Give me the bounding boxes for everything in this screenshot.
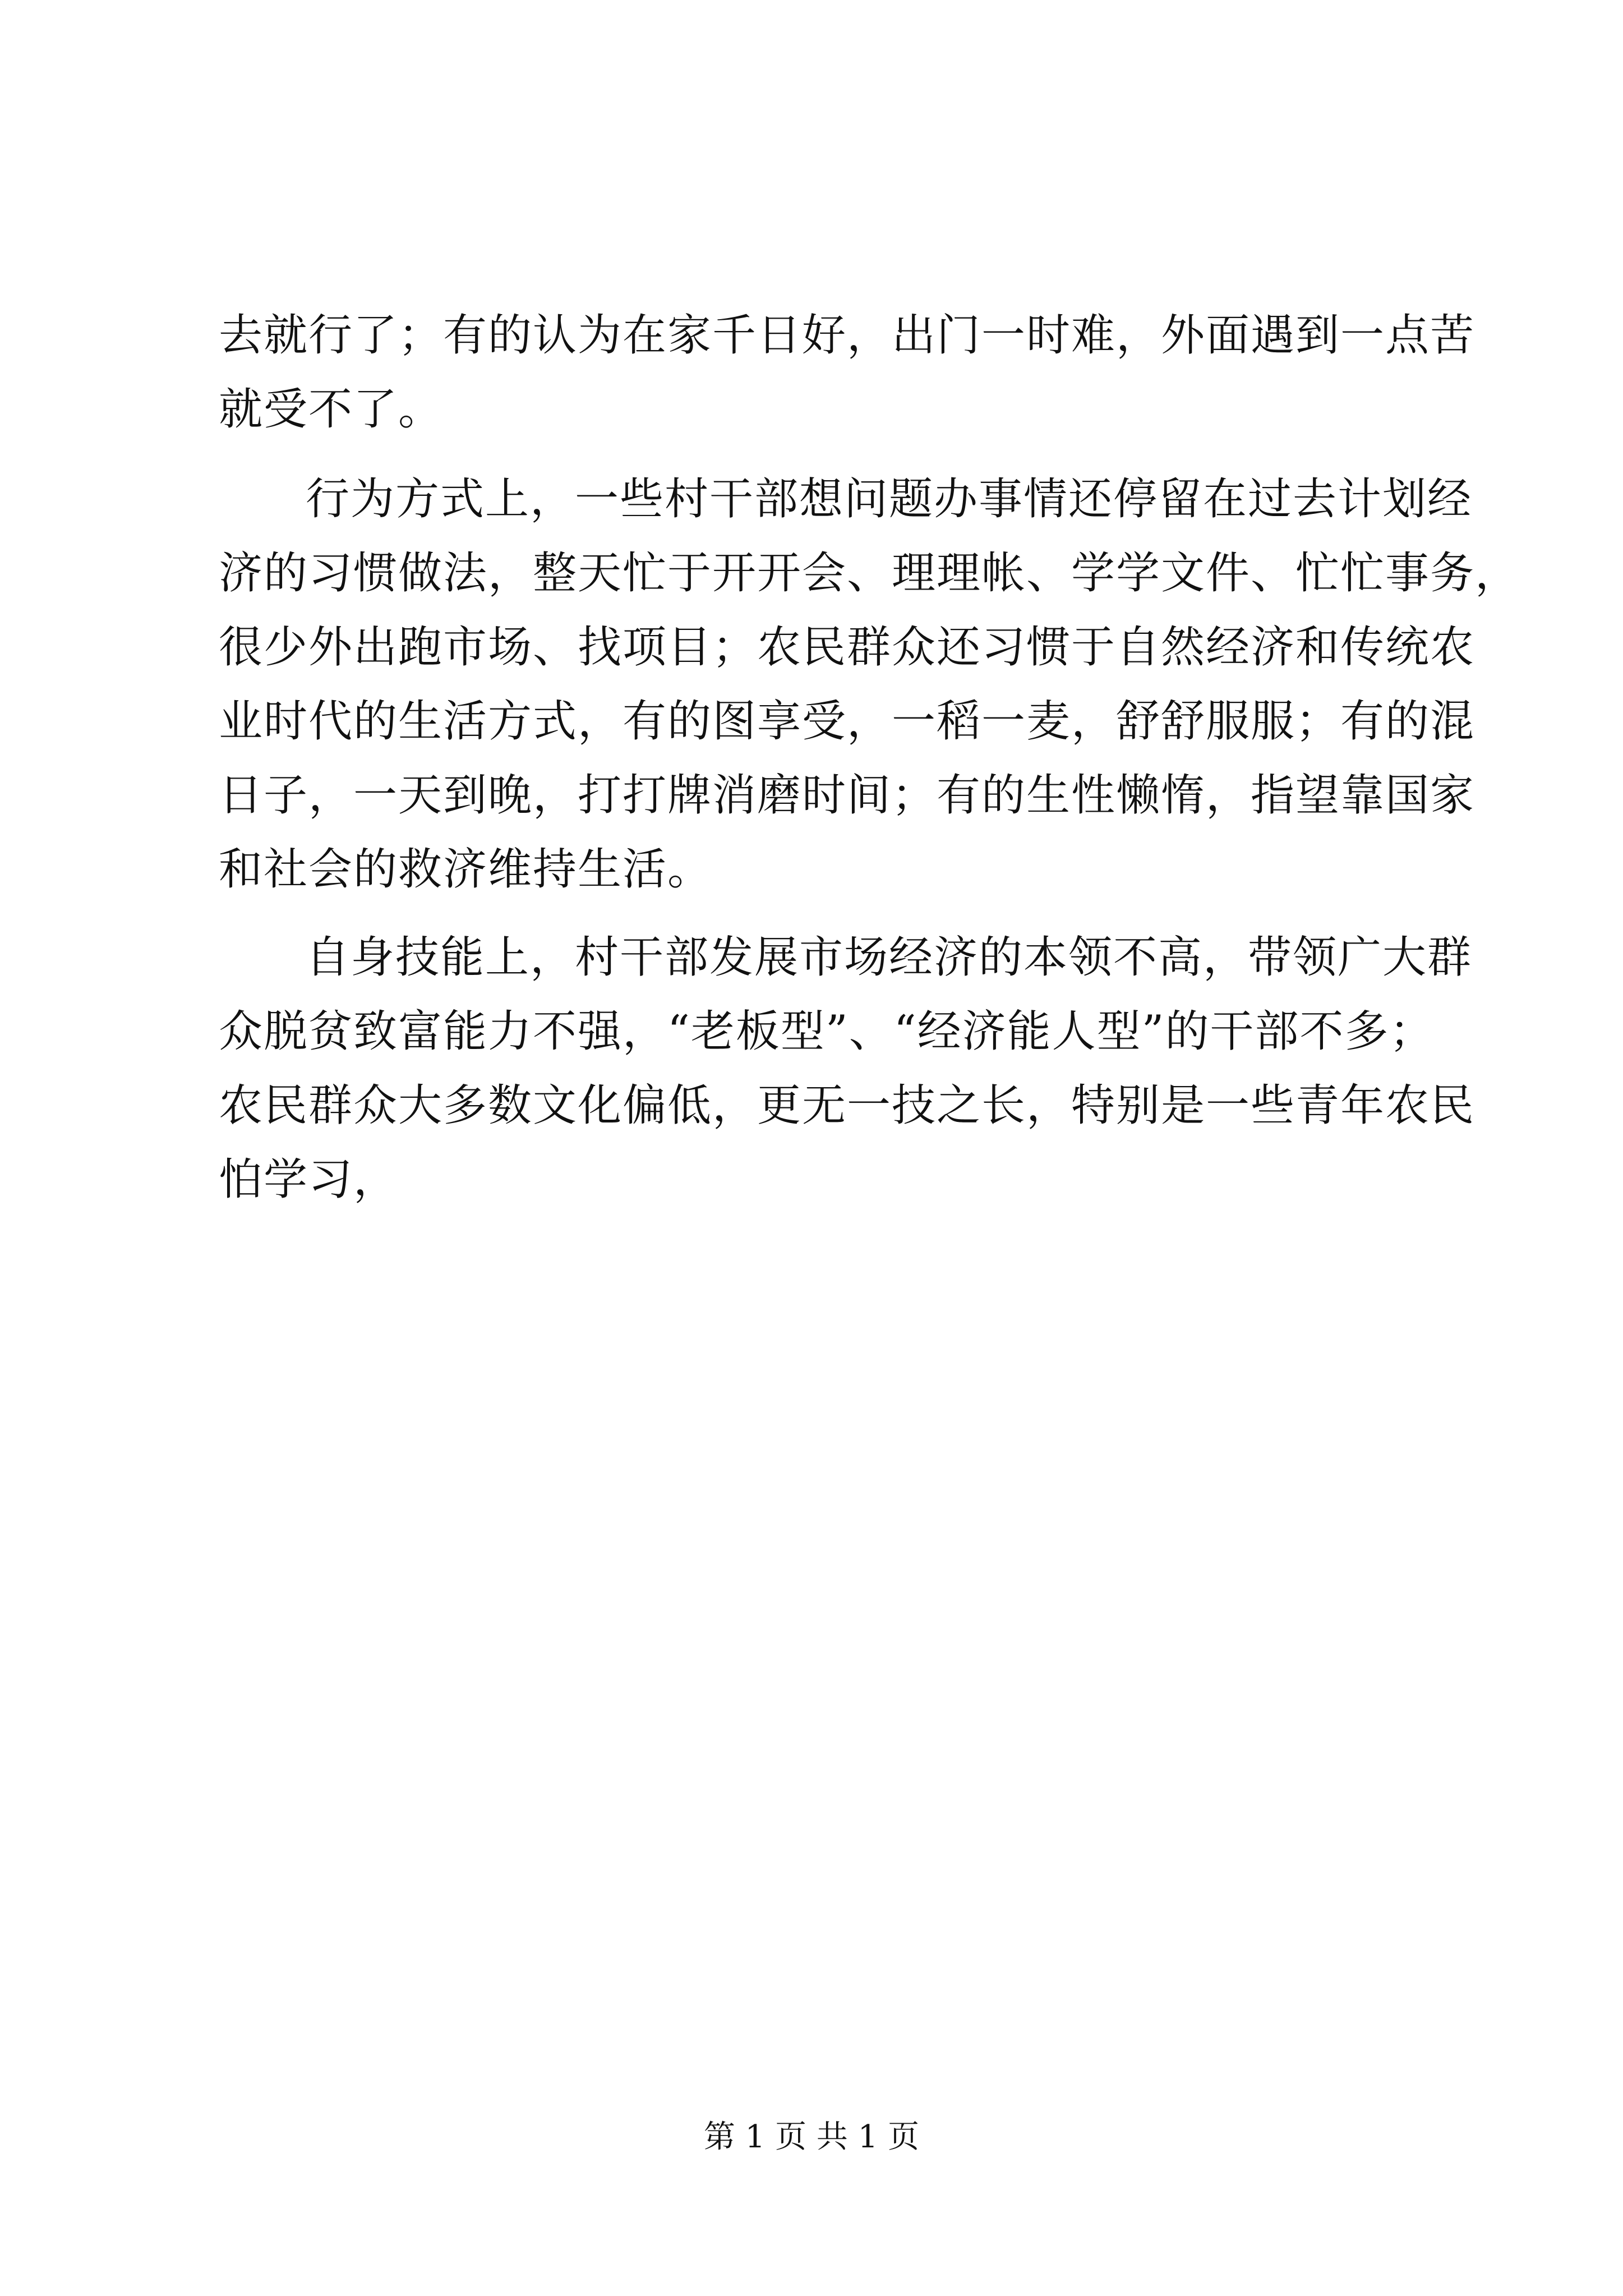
paragraph-line: 农民群众大多数文化偏低，更无一技之长，特别是一些青年农民 [219,1080,1476,1131]
paragraph-line: 自身技能上，村干部发展市场经济的本领不高，带领广大群 [306,932,1473,983]
page-number-footer: 第 1 页 共 1 页 [703,2119,920,2155]
paragraph-line: 去就行了；有的认为在家千日好，出门一时难，外面遇到一点苦 [219,310,1476,361]
paragraph-line: 业时代的生活方式，有的图享受，一稻一麦，舒舒服服；有的混 [219,696,1476,747]
paragraph-line: 和社会的救济维持生活。 [219,844,713,895]
paragraph-line: 很少外出跑市场、找项目；农民群众还习惯于自然经济和传统农 [219,622,1476,673]
paragraph-line: 怕学习， [219,1154,399,1205]
paragraph-line: 日子，一天到晚，打打牌消磨时间；有的生性懒惰，指望靠国家 [219,770,1476,821]
paragraph-line: 众脱贫致富能力不强，“老板型”、“经济能人型”的干部不多； [219,1006,1435,1057]
paragraph-line: 行为方式上，一些村干部想问题办事情还停留在过去计划经 [306,474,1473,524]
paragraph-line: 就受不了。 [219,384,444,435]
paragraph-line: 济的习惯做法，整天忙于开开会、理理帐、学学文件、忙忙事务， [219,548,1520,599]
